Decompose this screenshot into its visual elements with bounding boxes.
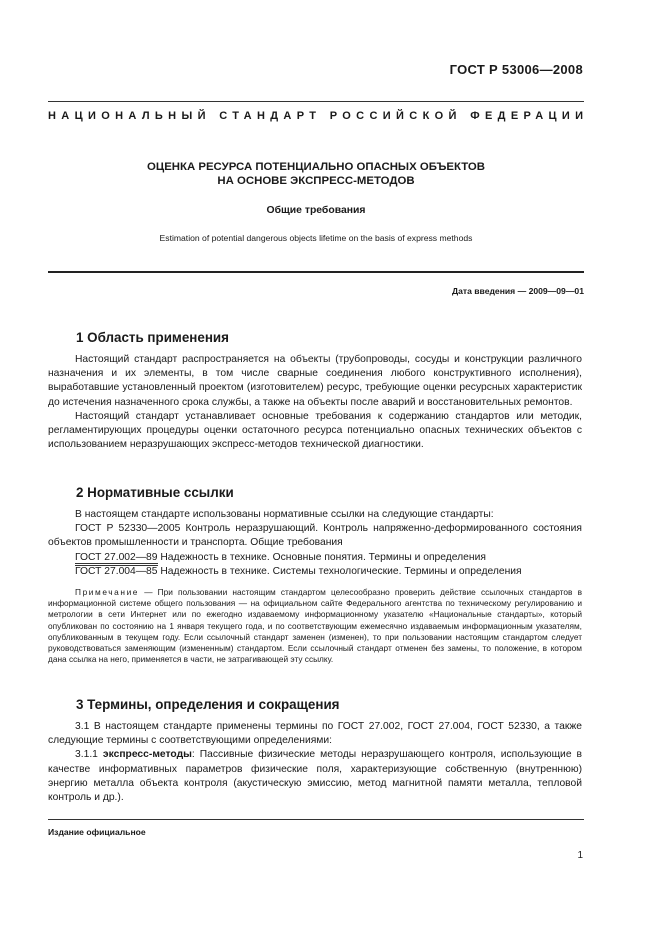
title-divider [48,271,584,273]
reference-title: Надежность в технике. Основные понятия. Термины и определения [160,551,486,563]
official-edition-label: Издание официальное [48,827,146,837]
section-3-body [48,720,582,805]
reference-code: ГОСТ 27.002—89 [75,552,158,566]
page-number: 1 [577,850,583,861]
term-definition-3-1-1 [48,748,582,805]
section-1-paragraph-1: Настоящий стандарт распространяется на объекты (трубопроводы, сосуды и конструкции различного назначения и их элементы, в том числе сварные соединения любого конструктивного исполнения), выработавшие установленный проектом (изготовителем) ресурс, требующие оценки ресурсных характеристик до истечения назначенного срока службы, а также на объекты после аварий и восстановительных ремонтов. [48,354,582,408]
reference-gost-27-004 [48,565,582,579]
section-1-body [48,353,582,452]
section-1-paragraph-2: Настоящий стандарт устанавливает основные требования к содержанию стандартов или методик, регламентирующих процедуры оценки остаточного ресурса потенциально опасных технических объектов с использованием неразрушающих экспресс-методов технической диагностики. [48,410,582,451]
english-title: Estimation of potential dangerous objects lifetime on the basis of express methods [159,233,473,243]
section-3-paragraph-1: 3.1 В настоящем стандарте применены термины по ГОСТ 27.002, ГОСТ 27.004, ГОСТ 52330, а также следующие термины с соответствующими определениями: [48,721,582,747]
standard-title [48,160,584,188]
footer-rule [48,819,584,820]
section-2-body [48,508,582,579]
section-2-heading: 2 Нормативные ссылки [76,485,234,500]
reference-gost-r-52330: ГОСТ Р 52330—2005 Контроль неразрушающий. Контроль напряженно-деформированного состояния объектов промышленности и транспорта. Общие требования [48,523,582,549]
term-name: экспресс-методы [102,749,192,761]
note-label: Примечание [75,587,140,597]
reference-gost-27-002 [48,551,582,565]
section-2-intro: В настоящем стандарте использованы нормативные ссылки на следующие стандарты: [75,509,494,520]
section-3-heading: 3 Термины, определения и сокращения [76,697,340,712]
title-line-1: ОЦЕНКА РЕСУРСА ПОТЕНЦИАЛЬНО ОПАСНЫХ ОБЪЕКТОВ [147,161,485,173]
national-standard-banner: НАЦИОНАЛЬНЫЙ СТАНДАРТ РОССИЙСКОЙ ФЕДЕРАЦИИ [48,110,589,122]
reference-code: ГОСТ 27.004—85 [75,565,158,577]
introduction-date: Дата введения — 2009—09—01 [451,286,584,296]
document-number: ГОСТ Р 53006—2008 [449,62,583,77]
reference-title: Надежность в технике. Системы технологические. Термины и определения [160,565,522,577]
standard-subtitle: Общие требования [266,205,366,216]
clause-number: 3.1.1 [75,749,98,761]
reference-note [48,587,582,665]
top-rule [48,101,584,102]
title-line-2: НА ОСНОВЕ ЭКСПРЕСС-МЕТОДОВ [217,175,415,187]
note-text: — При пользовании настоящим стандартом целесообразно проверить действие ссылочных стандартов в информационной системе общего пользования — на официальном сайте Федерального агентства по техническому регулированию и метрологии в сети Интернет или по ежегодно издаваемому информационному указателю «Национальные стандарты», который опубликован по состоянию на 1 января текущего года, и по соответствующим ежемесячно издаваемым информационным указателям, опубликованным в текущем году. Если ссылочный стандарт заменен (изменен), то при пользовании настоящим стандартом следует руководствоваться заменяющим (измененным) стандартом. Если ссылочный стандарт отменен без замены, то положение, в котором дана ссылка на него, применяется в части, не затрагивающей эту ссылку. [48,587,582,665]
section-1-heading: 1 Область применения [76,330,229,345]
term-definition: : Пассивные физические методы неразрушающего контроля, использующие в качестве информативных параметров физические поля, характеризующие собственную (внутреннюю) энергию металла объекта контроля (акустическую эмиссию, метод магнитной памяти металла, тепловой контроль и др.). [48,749,582,804]
